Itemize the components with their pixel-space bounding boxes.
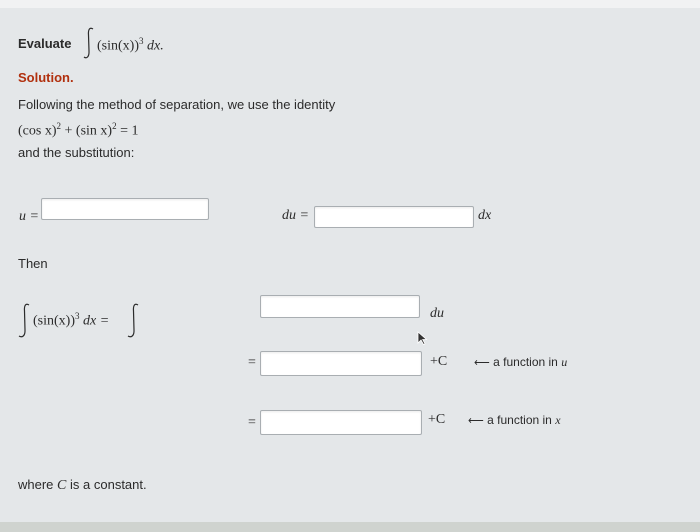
substitution-text: and the substitution: — [18, 145, 135, 160]
integral-integrand — [33, 311, 109, 330]
step-u-plus-c: +C — [430, 354, 448, 369]
question-panel — [0, 8, 700, 523]
evaluate-integrand-power: 3 — [139, 36, 144, 46]
identity-cos-term: (cos x) — [18, 123, 57, 139]
evaluate-integrand — [97, 36, 164, 55]
dx-suffix: dx — [478, 208, 492, 223]
step-x-answer-input[interactable] — [260, 410, 422, 435]
method-text: Following the method of separation, we use the identity — [18, 97, 336, 112]
step-x-equals: = — [248, 415, 256, 430]
du-label: du = — [282, 208, 309, 223]
step-x-note-var: x — [555, 413, 561, 427]
then-label: Then — [18, 256, 48, 271]
identity-equation — [18, 121, 138, 140]
mouse-cursor-icon — [416, 331, 428, 345]
evaluate-label: Evaluate — [18, 36, 72, 51]
step-u-answer-input[interactable] — [260, 351, 422, 376]
bottom-edge — [0, 522, 700, 532]
integral-dx-equals: dx = — [83, 313, 110, 329]
constant-note-prefix: where — [18, 477, 54, 492]
constant-note-var: C — [57, 478, 67, 493]
integral-integrand-power: 3 — [75, 311, 80, 321]
step-x-note — [468, 413, 561, 428]
step-u-note-text: a function in — [493, 355, 558, 369]
constant-note-suffix: is a constant. — [70, 477, 147, 492]
integral-sign-icon — [16, 302, 32, 340]
step-u-note-var: u — [561, 355, 568, 369]
integral-integrand-expr: (sin(x)) — [33, 313, 75, 329]
identity-equals-one: = 1 — [120, 123, 139, 139]
evaluate-integrand-dx: dx. — [147, 38, 164, 54]
u-label: u = — [19, 209, 39, 224]
evaluate-integrand-expr: (sin(x)) — [97, 38, 139, 54]
step-u-note — [474, 355, 567, 370]
identity-sin-power: 2 — [112, 121, 117, 131]
integral-sign-icon — [82, 26, 96, 60]
constant-note — [18, 477, 147, 494]
identity-plus: + — [64, 123, 73, 139]
identity-sin-term: (sin x) — [75, 123, 113, 139]
integral-answer-input[interactable] — [260, 295, 420, 318]
du-answer-input[interactable] — [314, 206, 474, 228]
step-u-equals: = — [248, 355, 256, 370]
left-arrow-icon: ⟵ — [468, 415, 484, 427]
identity-cos-power: 2 — [56, 121, 61, 131]
u-answer-input[interactable] — [41, 198, 209, 220]
du-suffix: du — [430, 306, 444, 321]
left-arrow-icon: ⟵ — [474, 357, 490, 369]
solution-label: Solution. — [18, 70, 74, 85]
step-x-note-text: a function in — [487, 413, 552, 427]
integral-sign-icon — [125, 302, 141, 340]
top-edge — [0, 0, 700, 8]
step-x-plus-c: +C — [428, 412, 446, 427]
